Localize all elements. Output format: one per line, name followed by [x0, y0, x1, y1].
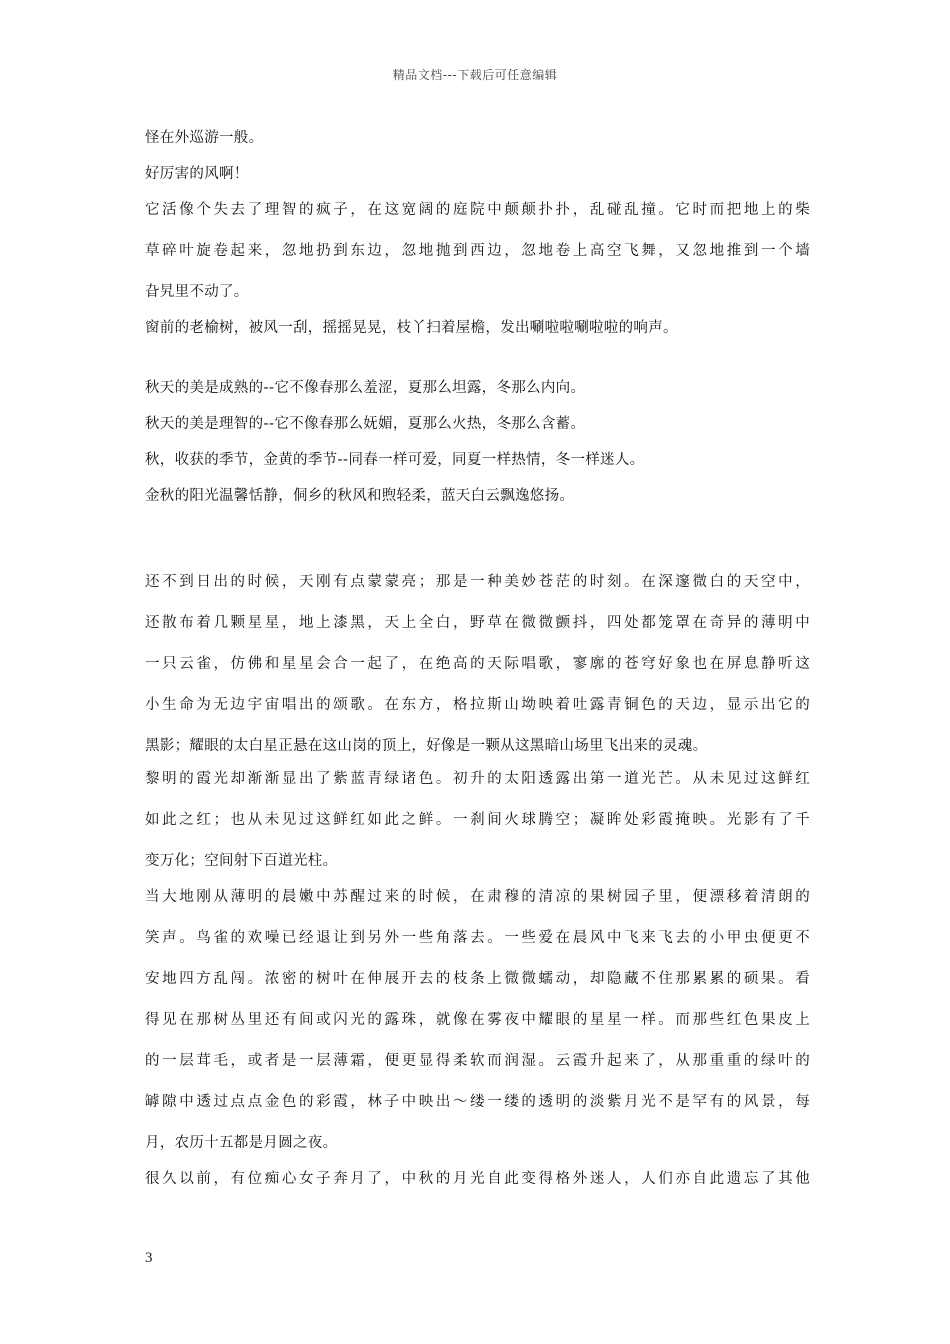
text-line: 黎明的霞光却渐渐显出了紫蓝青绿诸色。初升的太阳透露出第一道光芒。从未见过这鲜红	[145, 771, 810, 787]
text-line: 窗前的老榆树，被风一刮，摇摇晃晃，枝丫扫着屋檐，发出唰啦啦唰啦啦的响声。	[145, 320, 678, 336]
text-line: 一只云雀，仿佛和星星会合一起了，在绝高的天际唱歌，寥廓的苍穹好象也在屏息静听这	[145, 656, 810, 672]
text-line: 很久以前，有位痴心女子奔月了，中秋的月光自此变得格外迷人，人们亦自此遗忘了其他	[145, 1171, 810, 1187]
text-line: 如此之红；也从未见过这鲜红如此之鲜。一刹间火球腾空；凝眸处彩霞掩映。光影有了千	[145, 812, 810, 828]
text-line: 月，农历十五都是月圆之夜。	[145, 1135, 338, 1151]
text-line: 的一层茸毛，或者是一层薄霜，便更显得柔软而润湿。云霞升起来了，从那重重的绿叶的	[145, 1053, 810, 1069]
text-line: 旮旯里不动了。	[145, 284, 249, 300]
text-line: 笑声。鸟雀的欢噪已经退让到另外一些角落去。一些爱在晨风中飞来飞去的小甲虫便更不	[145, 930, 810, 946]
text-line: 黑影；耀眼的太白星正悬在这山岗的顶上，好像是一颗从这黑暗山场里飞出来的灵魂。	[145, 738, 708, 754]
text-line: 秋天的美是理智的--它不像春那么妩媚，夏那么火热，冬那么含蓄。	[145, 416, 586, 432]
text-line: 好厉害的风啊！	[145, 166, 249, 182]
text-line: 秋，收获的季节，金黄的季节--同春一样可爱，同夏一样热情，冬一样迷人。	[145, 452, 645, 468]
text-line: 变万化；空间射下百道光柱。	[145, 853, 338, 869]
page-header: 精品文档---下载后可任意编辑	[392, 68, 558, 82]
text-line: 还散布着几颗星星，地上漆黑，天上全白，野草在微微颤抖，四处都笼罩在奇异的薄明中	[145, 615, 810, 631]
text-line: 得见在那树丛里还有间或闪光的露珠，就像在雾夜中耀眼的星星一样。而那些红色果皮上	[145, 1012, 810, 1028]
text-line: 怪在外巡游一般。	[145, 130, 264, 146]
text-line: 罅隙中透过点点金色的彩霞，林子中映出～缕一缕的透明的淡紫月光不是罕有的风景，每	[145, 1094, 810, 1110]
text-line: 小生命为无边宇宙唱出的颂歌。在东方，格拉斯山坳映着吐露青铜色的天边，显示出它的	[145, 697, 810, 713]
text-line: 草碎叶旋卷起来，忽地扔到东边，忽地抛到西边，忽地卷上高空飞舞，又忽地推到一个墙	[145, 243, 810, 259]
text-line: 它活像个失去了理智的疯子，在这宽阔的庭院中颠颠扑扑，乱碰乱撞。它时而把地上的柴	[145, 202, 810, 218]
text-line: 金秋的阳光温馨恬静，侗乡的秋风和煦轻柔，蓝天白云飘逸悠扬。	[145, 488, 575, 504]
text-line: 还不到日出的时候，天刚有点蒙蒙亮；那是一种美妙苍茫的时刻。在深邃微白的天空中，	[145, 574, 810, 590]
page-number: 3	[145, 1250, 153, 1266]
text-line: 当大地刚从薄明的晨嫩中苏醒过来的时候，在肃穆的清凉的果树园子里，便漂移着清朗的	[145, 889, 810, 905]
text-line: 安地四方乱闯。浓密的树叶在伸展开去的枝条上微微蠕动，却隐藏不住那累累的硕果。看	[145, 971, 810, 987]
text-line: 秋天的美是成熟的--它不像春那么羞涩，夏那么坦露，冬那么内向。	[145, 380, 586, 396]
